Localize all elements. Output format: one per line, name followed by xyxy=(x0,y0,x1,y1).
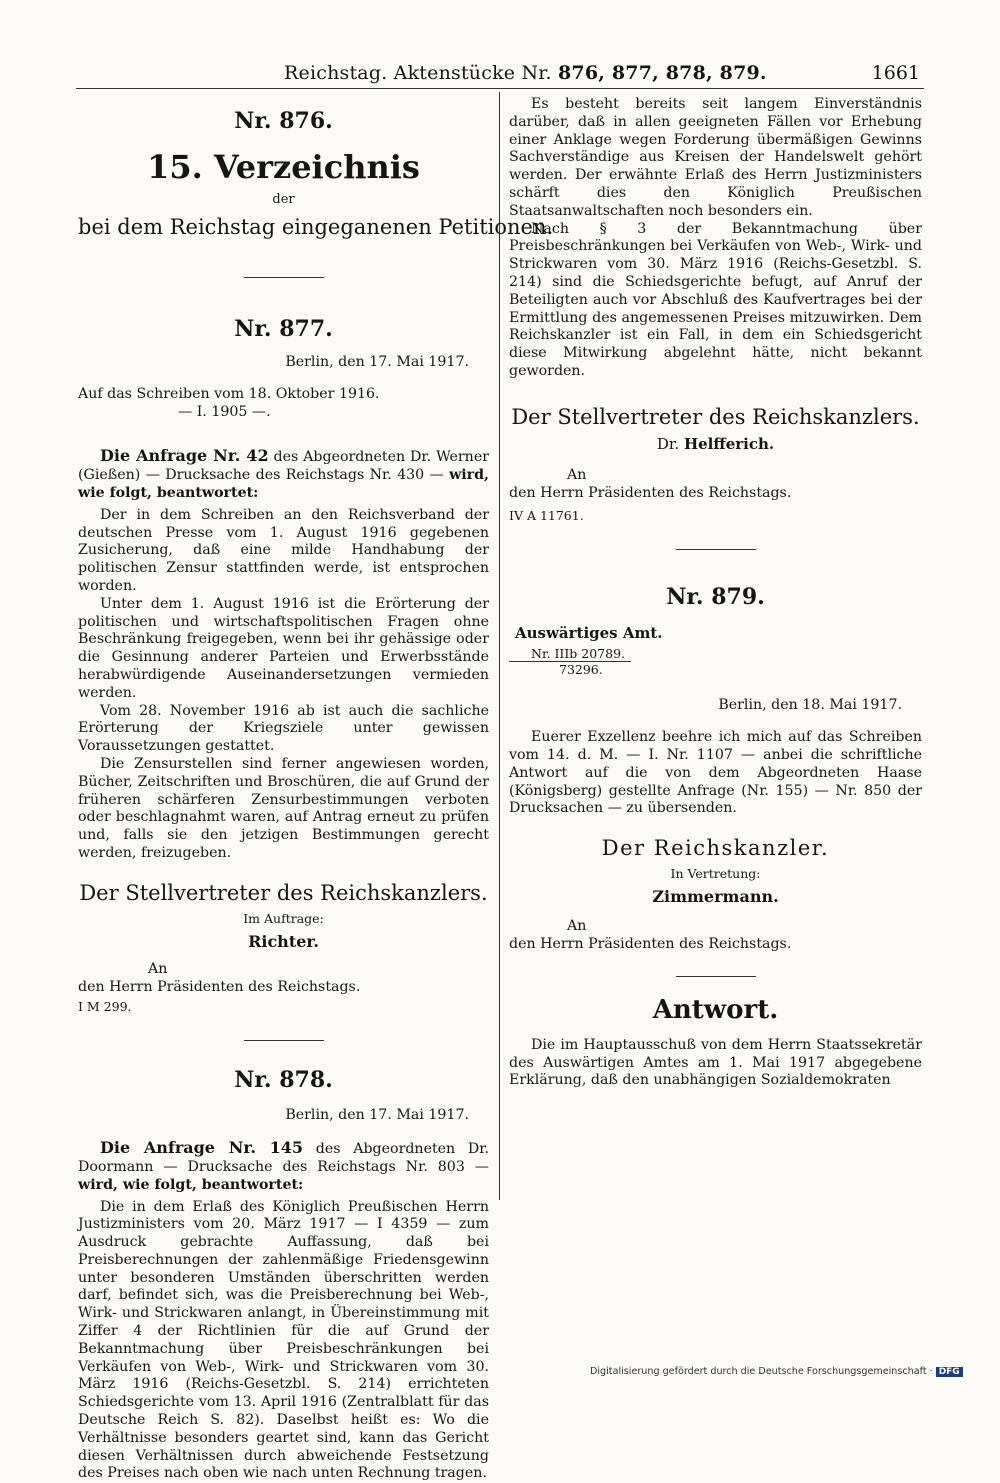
header-title-prefix: Reichstag. Aktenstücke Nr. xyxy=(284,62,558,84)
nr877-an: An xyxy=(78,961,489,979)
antwort-paragraph: Die im Hauptausschuß von dem Herrn Staatssekretär des Auswärtigen Amtes am 1. Mai 1917 abgegebene Erklärung, daß den unabhängigen Sozialdemokraten xyxy=(509,1037,922,1090)
nr877-paragraph: Vom 28. November 1916 ab ist auch die sachliche Erörterung der Kriegsziele unter gewissen Voraussetzungen gestattet. xyxy=(78,703,489,756)
nr878-intro xyxy=(78,1139,489,1194)
nr878-signer-prefix: Dr. xyxy=(657,435,684,453)
nr879-paragraph: Euerer Exzellenz beehre ich mich auf das Schreiben vom 14. d. M. — I. Nr. 1107 — anbei die schriftliche Antwort auf die von dem Abgeordneten Haase (Königsberg) gestellte Anfrage (Nr. 155) — Nr. 850 der Drucksachen — zu übersenden. xyxy=(509,729,922,818)
nr878-an: An xyxy=(509,467,922,485)
nr879-ref-number2: 73296. xyxy=(509,662,922,677)
nr877-signature-title: Der Stellvertreter des Reichskanzlers. xyxy=(78,881,489,905)
nr879-signer: Zimmermann. xyxy=(509,887,922,906)
nr878-file-ref: IV A 11761. xyxy=(509,508,922,523)
nr879-ref-number: Nr. IIIb 20789. xyxy=(509,646,631,662)
column-divider xyxy=(499,92,500,1200)
nr879-addressee: den Herrn Präsidenten des Reichstags. xyxy=(509,936,922,954)
nr878-signature-title: Der Stellvertreter des Reichskanzlers. xyxy=(509,405,922,429)
section-rule xyxy=(244,277,324,278)
right-column xyxy=(509,96,922,1090)
digitization-footer xyxy=(590,1366,963,1377)
nr877-reference: Auf das Schreiben vom 18. Oktober 1916. xyxy=(78,386,489,404)
header-title xyxy=(284,62,767,84)
nr876-der: der xyxy=(78,192,489,207)
nr879-office: Auswärtiges Amt. xyxy=(509,624,922,642)
section-rule xyxy=(244,1040,324,1041)
nr878-signer-name: Helfferich. xyxy=(684,435,774,453)
nr878-heading: Nr. 878. xyxy=(78,1067,489,1093)
antwort-title: Antwort. xyxy=(509,995,922,1025)
header-title-numbers: 876, 877, 878, 879. xyxy=(558,62,767,84)
nr877-date: Berlin, den 17. Mai 1917. xyxy=(78,354,489,372)
nr877-paragraph: Die Zensurstellen sind ferner angewiesen worden, Bücher, Zeitschriften und Broschüren, die auf Grund der früheren schärferen Zensurbestimmungen verboten oder beschlagnahmt waren, auf Antrag erneut zu prüfen und, falls sie den jetzigen Bestimmungen gerecht werden, freizugeben. xyxy=(78,756,489,863)
section-rule xyxy=(676,976,756,977)
nr878-paragraph: Nach § 3 der Bekanntmachung über Preisbeschränkungen bei Verkäufen von Web-, Wirk- und Strickwaren vom 30. März 1916 (Reichs-Gesetzbl. S. 214) sind die Schiedsgerichte befugt, auf Anruf der Beteiligten auch vor Abschluß des Kaufvertrages bei der Ermittlung des angemessenen Preises mitzuwirken. Dem Reichskanzler ist ein Fall, in dem ein Schiedsgericht diese Mitwirkung abgelehnt hätte, nicht bekannt geworden. xyxy=(509,221,922,381)
nr877-signer: Richter. xyxy=(78,932,489,951)
nr878-intro-text: des Abgeordneten Dr. Doormann — Drucksache des Reichstags Nr. 803 — xyxy=(78,1141,489,1175)
footer-text: Digitalisierung gefördert durch die Deutsche Forschungsgemeinschaft · xyxy=(590,1366,933,1377)
nr877-file-ref: I M 299. xyxy=(78,999,489,1014)
nr879-an: An xyxy=(509,918,922,936)
nr878-date: Berlin, den 17. Mai 1917. xyxy=(78,1107,489,1125)
nr876-subtitle: bei dem Reichstag eingeganenen Petitionen. xyxy=(78,215,489,239)
nr878-signer xyxy=(509,435,922,453)
nr878-paragraph-start: Die in dem Erlaß des Königlich Preußischen Herrn Justizministers vom 20. März 1917 — I 4359 — zum Ausdruck gebrachte Auffassung, daß bei Preisberechnungen der zahlenmäßige Friedensgewinn unter besonderen Umständen überschritten werden darf, befindet sich, was die Preisberechnung bei Web-, Wirk- und Strickwaren anlangt, in Übereinstimmung mit Ziffer 4 der Richtlinien für die auf Grund der Bekanntmachung über Preisbeschränkungen bei Verkäufen von Web-, Wirk- und Strickwaren vom 30. März 1916 (Reichs-Gesetzbl. S. 214) errichteten Schiedsgerichte vom 13. April 1916 (Zentralblatt für das Deutsche Reich S. 82). Daselbst heißt es: Wo die Verhältnisse besonders geartet sind, kann das Gericht diesen Verhältnissen durch abweichende Festsetzung des Preises nach oben wie nach unten Rechnung tragen. xyxy=(78,1199,489,1483)
nr878-addressee: den Herrn Präsidenten des Reichstags. xyxy=(509,485,922,503)
nr877-answer-phrase: wird, wie folgt, beantwortet: xyxy=(78,467,489,501)
nr878-inquiry-number: Die Anfrage Nr. 145 xyxy=(100,1138,303,1157)
nr877-heading: Nr. 877. xyxy=(78,316,489,342)
nr877-paragraph: Der in dem Schreiben an den Reichsverband der deutschen Presse vom 1. August 1916 gegebenen Zusicherung, daß eine milde Handhabung der politischen Zensur stattfinden werde, ist entsprochen worden. xyxy=(78,507,489,596)
nr877-intro xyxy=(78,447,489,502)
left-column xyxy=(78,96,489,1483)
nr876-heading: Nr. 876. xyxy=(78,108,489,134)
nr877-reference-number: — I. 1905 —. xyxy=(78,404,489,422)
nr877-inquiry-number: Die Anfrage Nr. 42 xyxy=(100,446,269,465)
dfg-logo: DFG xyxy=(936,1367,963,1377)
nr879-signature-title: Der Reichskanzler. xyxy=(509,836,922,860)
nr877-intro-text: des Abgeordneten Dr. Werner (Gießen) — Drucksache des Reichstags Nr. 430 — xyxy=(78,449,489,483)
nr879-vertretung: In Vertretung: xyxy=(509,866,922,881)
nr876-title: 15. Verzeichnis xyxy=(78,148,489,186)
nr877-auftrag: Im Auftrage: xyxy=(78,911,489,926)
nr877-paragraph: Unter dem 1. August 1916 ist die Erörterung der politischen und wirtschaftspolitischen Fragen ohne Beschränkung freigegeben, wenn bei ihr gehässige oder die Gesinnung anderer Parteien und Erwerbsstände herabwürdigende Auseinandersetzungen vermieden werden. xyxy=(78,596,489,703)
page-header xyxy=(76,60,924,89)
section-rule xyxy=(676,549,756,550)
page-number: 1661 xyxy=(872,62,920,84)
nr878-paragraph: Es besteht bereits seit langem Einverständnis darüber, daß in allen geeigneten Fällen vor Erhebung einer Anklage wegen Forderung übermäßigen Gewinns Sachverständige aus Kreisen der Handelswelt gehört werden. Der erwähnte Erlaß des Herrn Justizministers schärft dies den Königlich Preußischen Staatsanwaltschaften noch besonders ein. xyxy=(509,96,922,221)
nr879-heading: Nr. 879. xyxy=(509,584,922,610)
nr878-answer-phrase: wird, wie folgt, beantwortet: xyxy=(78,1177,303,1193)
nr877-addressee: den Herrn Präsidenten des Reichstags. xyxy=(78,979,489,997)
nr879-date: Berlin, den 18. Mai 1917. xyxy=(509,697,922,715)
